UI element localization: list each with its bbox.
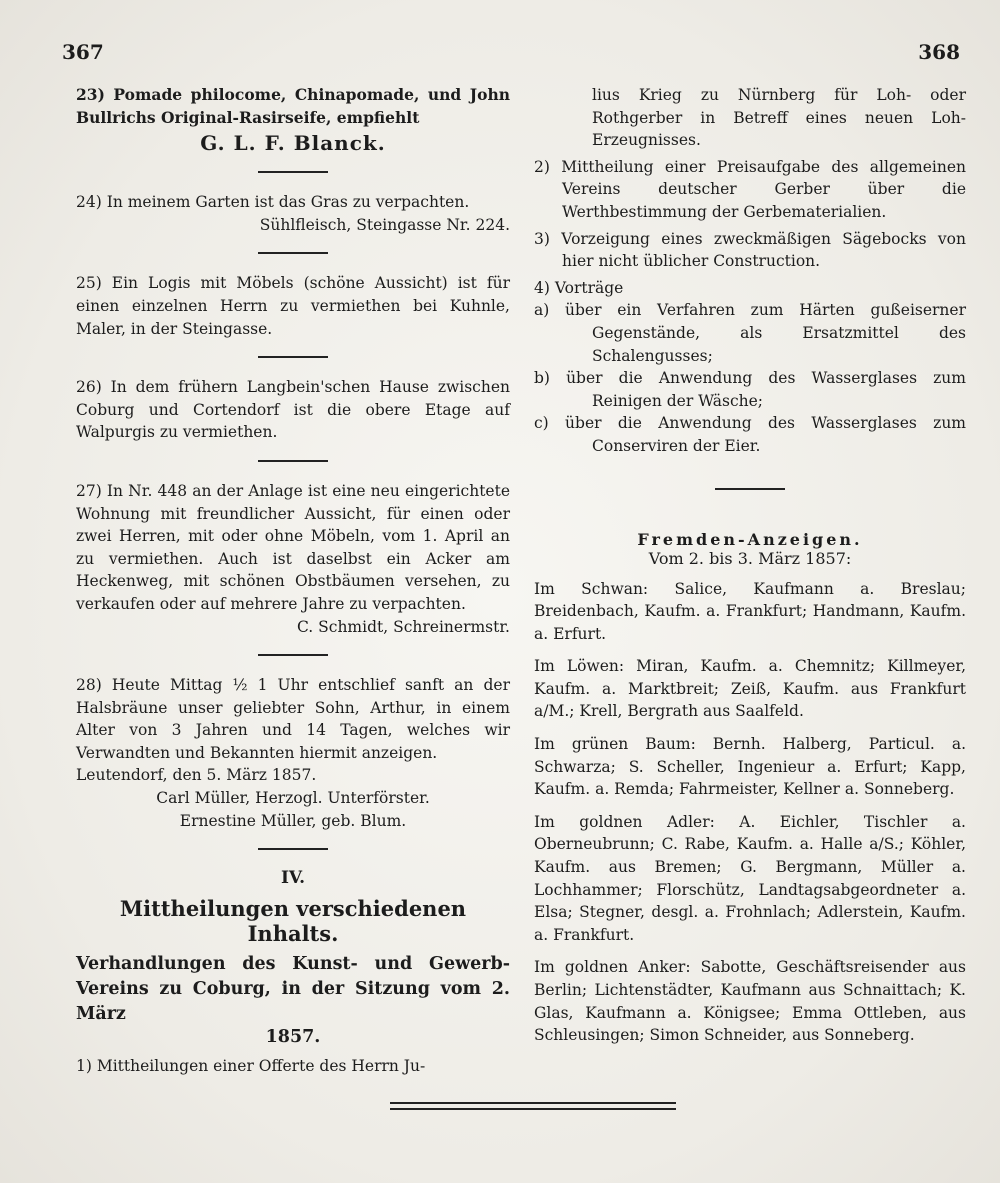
- ad-26-text: 26) In dem frühern Langbein'schen Hause zwischen Coburg und Cortendorf ist die obere Etage auf Walpurgis zu vermiethen.: [76, 378, 510, 442]
- agenda-item-4c: c) über die Anwendung des Wasserglases zum Conserviren der Eier.: [534, 414, 966, 455]
- ad-28-signature-2: Ernestine Müller, geb. Blum.: [179, 811, 407, 830]
- separator: [715, 488, 785, 490]
- agenda-item-1-start: 1) Mittheilungen einer Offerte des Herrn Ju-: [76, 1057, 426, 1076]
- agenda-item-3: 3) Vorzeigung eines zweckmäßigen Sägebocks von hier nicht üblicher Construction.: [534, 229, 966, 271]
- ad-23: [76, 84, 510, 155]
- proceedings-heading: Verhandlungen des Kunst- und Gewerb-Vereins zu Coburg, in der Sitzung vom 2. März: [76, 954, 510, 1025]
- guest-list-goldner-anker: Im goldnen Anker: Sabotte, Geschäftsreisender aus Berlin; Lichtenstädter, Kaufmann aus Schnaittach; K. Glas, Kaufmann a. Königsee; Emma Ottleben, aus Schleusingen; Simon Schneider, aus Sonneberg.: [534, 958, 966, 1045]
- ad-24-signature: Sühlfleisch, Steingasse Nr. 224.: [259, 215, 510, 234]
- ad-28-place-date: Leutendorf, den 5. März 1857.: [76, 766, 317, 785]
- left-column: [76, 84, 510, 1078]
- guest-list-gruener-baum: Im grünen Baum: Bernh. Halberg, Particul. a. Schwarza; S. Scheller, Ingenieur a. Erfurt; Kapp, Kaufm. a. Remda; Fahrmeister, Kellner a. Sonneberg.: [534, 735, 966, 799]
- separator: [258, 356, 328, 358]
- closing-double-rule: [390, 1102, 676, 1114]
- page-number-right: 368: [918, 40, 960, 64]
- ad-26: [76, 376, 510, 444]
- guest-list-date: Vom 2. bis 3. März 1857:: [648, 548, 852, 568]
- separator: [258, 848, 328, 850]
- ad-27-signature: C. Schmidt, Schreinermstr.: [296, 617, 510, 636]
- ad-27-text: 27) In Nr. 448 an der Anlage ist eine neu eingerichtete Wohnung mit freundlicher Aussicht, für einen oder zwei Herren, mit oder ohne Möbeln, vom 1. April an zu vermiethen. Auch ist daselbst ein Acker am Heckenweg, mit schönen Obstbäumen versehen, zu verkaufen oder auf mehrere Jahre zu verpachten.: [76, 481, 510, 613]
- ad-28-text: 28) Heute Mittag ½ 1 Uhr entschlief sanft an der Halsbräune unser geliebter Sohn, Arthur, in einem Alter von 3 Jahren und 14 Tagen, welches wir Verwandten und Bekannten hiermit anzeigen.: [76, 676, 510, 762]
- ad-25: [76, 272, 510, 340]
- proceedings-heading-year: 1857.: [265, 1027, 321, 1048]
- guest-list-loewen: Im Löwen: Miran, Kaufm. a. Chemnitz; Killmeyer, Kaufm. a. Marktbreit; Zeiß, Kaufm. aus Frankfurt a/M.; Krell, Bergrath aus Saalfeld.: [534, 657, 966, 721]
- section-title: Mittheilungen verschiedenen Inhalts.: [119, 896, 467, 947]
- guest-list-title: Fremden-Anzeigen.: [637, 529, 863, 549]
- agenda-item-2: 2) Mittheilung einer Preisaufgabe des allgemeinen Vereins deutscher Gerber über die Werthbestimmung der Gerbematerialien.: [534, 157, 966, 221]
- ad-24-text: 24) In meinem Garten ist das Gras zu verpachten.: [76, 193, 470, 212]
- separator: [258, 171, 328, 173]
- ad-24: [76, 191, 510, 236]
- guest-list-schwan: Im Schwan: Salice, Kaufmann a. Breslau; Breidenbach, Kaufm. a. Frankfurt; Handmann, Kaufm. a. Erfurt.: [534, 579, 966, 643]
- separator: [258, 654, 328, 656]
- ad-23-signature: G. L. F. Blanck.: [200, 131, 386, 156]
- separator: [258, 252, 328, 254]
- section-number: IV.: [280, 868, 306, 889]
- separator: [258, 460, 328, 462]
- ad-28: [76, 674, 510, 832]
- agenda-item-1-continued: lius Krieg zu Nürnberg für Loh- oder Rothgerber in Betreff eines neuen Loh-Erzeugnisses.: [592, 86, 966, 150]
- page-number-left: 367: [62, 40, 104, 64]
- guest-list-goldner-adler: Im goldnen Adler: A. Eichler, Tischler a. Oberneubrunn; C. Rabe, Kaufm. a. Halle a/S.; Köhler, Kaufm. aus Bremen; G. Bergmann, Müller a. Lochhammer; Florschütz, Landtagsabgeordneter a. Elsa; Stegner, desgl. a. Frohnlach; Adlerstein, Kaufm. a. Frankfurt.: [534, 812, 966, 944]
- right-column: [534, 84, 966, 1047]
- agenda-item-4b: b) über die Anwendung des Wasserglases zum Reinigen der Wäsche;: [534, 369, 966, 410]
- ad-27: [76, 480, 510, 638]
- agenda-item-4: 4) Vorträge: [534, 278, 624, 297]
- ad-25-text: 25) Ein Logis mit Möbels (schöne Aussicht) ist für einen einzelnen Herrn zu vermiethen bei Kuhnle, Maler, in der Steingasse.: [76, 274, 510, 338]
- ad-23-text: 23) Pomade philocome, Chinapomade, und John Bullrichs Original-Rasirseife, empfiehlt: [76, 85, 510, 127]
- agenda-item-4a: a) über ein Verfahren zum Härten gußeiserner Gegenstände, als Ersatzmittel des Schalengusses;: [534, 301, 966, 365]
- ad-28-signature-1: Carl Müller, Herzogl. Unterförster.: [156, 789, 430, 808]
